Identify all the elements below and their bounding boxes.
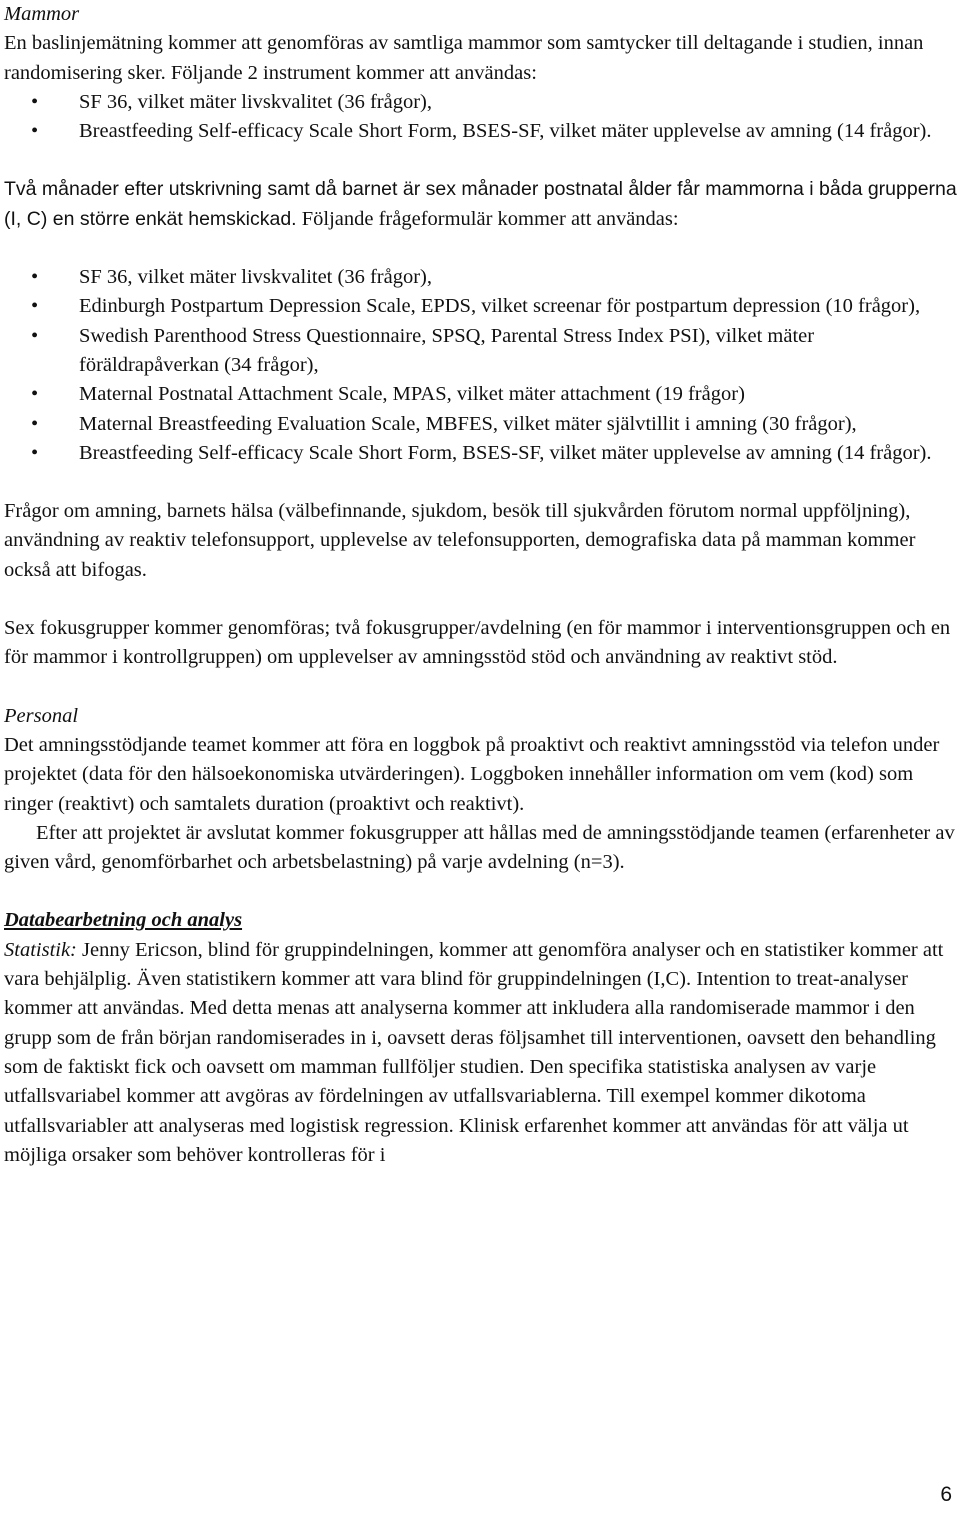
- bullet-icon: •: [31, 412, 39, 435]
- bullet-icon: •: [31, 295, 39, 318]
- spacer: [4, 146, 958, 175]
- list-item: • Edinburgh Postpartum Depression Scale, EPDS, vilket screenar för postpartum depression (10 frågor),: [4, 292, 958, 321]
- list-item: • Swedish Parenthood Stress Questionnaire, SPSQ, Parental Stress Index PSI), vilket mäter föräldrapåverkan (34 frågor),: [4, 322, 958, 381]
- followup-text-sans: Två månader efter utskrivning samt då barnet är sex månader postnatal ålder får mammorna i båda grupperna (I, C) en större enkät hemskickad.: [4, 178, 957, 230]
- list-item: • Maternal Breastfeeding Evaluation Scale, MBFES, vilket mäter självtillit i amning (30 frågor),: [4, 410, 958, 439]
- questions-paragraph: Frågor om amning, barnets hälsa (välbefinnande, sjukdom, besök till sjukvården förutom normal uppföljning), användning av reaktiv telefonsupport, upplevelse av telefonsupporten, demografiska data på mamman kommer också att bifogas.: [4, 500, 916, 581]
- followup-questionnaire-list: [4, 263, 958, 468]
- spacer: [4, 673, 958, 702]
- spacer: [4, 234, 958, 263]
- bullet-icon: •: [31, 383, 39, 406]
- mammor-intro-paragraph: En baslinjemätning kommer att genomföras av samtliga mammor som samtycker till deltagande i studien, innan randomisering sker. Följande 2 instrument kommer att användas:: [4, 32, 924, 84]
- statistics-text: Jenny Ericson, blind för gruppindelningen, kommer att genomföra analyser och en statistiker kommer att vara behjälplig. Även statistikern kommer att vara blind för gruppindelningen (I,C). Intention to treat-analyser kommer att användas. Med detta menas att analyserna kommer att inkludera alla randomiserade mammor i den grupp som de från början randomiserades in i, oavsett deras följsamhet till interventionen, oavsett den behandling som de faktiskt fick och oavsett om mamman fullföljer studien. Den specifika statistiska analysen av varje utfallsvariabel kommer att avgöras av fördelningen av utfallsvariablerna. Till exempel kommer dikotoma utfallsvariabler att analyseras med logistisk regression. Klinisk erfarenhet kommer att användas för att välja ut möjliga orsaker som behöver kontrolleras för i: [4, 938, 944, 1166]
- personal-logbook-paragraph: Det amningsstödjande teamet kommer att föra en loggbok på proaktivt och reaktivt amningsstöd via telefon under projektet (data för den hälsoekonomiska utvärderingen). Loggboken innehåller information om vem (kod) som ringer (reaktivt) och samtalets duration (proaktivt och reaktivt).: [4, 733, 940, 815]
- bullet-icon: •: [31, 120, 39, 143]
- spacer: [4, 468, 958, 497]
- section-heading-mammor: Mammor: [4, 3, 80, 25]
- list-item: • Breastfeeding Self-efficacy Scale Short Form, BSES-SF, vilket mäter upplevelse av amning (14 frågor).: [4, 439, 958, 468]
- list-item: • SF 36, vilket mäter livskvalitet (36 frågor),: [4, 263, 958, 292]
- bullet-icon: •: [31, 324, 39, 347]
- personal-focus-paragraph: Efter att projektet är avslutat kommer fokusgrupper att hållas med de amningsstödjande teamen (erfarenheter av given vård, genomförbarhet och arbetsbelastning) på varje avdelning (n=3).: [4, 821, 955, 874]
- focus-groups-paragraph: Sex fokusgrupper kommer genomföras; två fokusgrupper/avdelning (en för mammor i interventionsgruppen och en för mammor i kontrollgruppen) om upplevelser av amningsstöd stöd och användning av reaktivt stöd.: [4, 617, 951, 669]
- list-item: • Breastfeeding Self-efficacy Scale Short Form, BSES-SF, vilket mäter upplevelse av amning (14 frågor).: [4, 117, 958, 146]
- spacer: [4, 877, 958, 906]
- document-page: [4, 0, 958, 1170]
- page-number: 6: [940, 1483, 952, 1506]
- list-item: • Maternal Postnatal Attachment Scale, MPAS, vilket mäter attachment (19 frågor): [4, 380, 958, 409]
- bullet-icon: •: [31, 441, 39, 464]
- baseline-instrument-list: [4, 88, 958, 147]
- bullet-icon: •: [31, 90, 39, 113]
- section-heading-personal: Personal: [4, 704, 79, 727]
- statistics-paragraph: [4, 936, 958, 1170]
- bullet-icon: •: [31, 266, 39, 289]
- statistics-label: Statistik:: [4, 938, 77, 961]
- list-item: • SF 36, vilket mäter livskvalitet (36 frågor),: [4, 88, 958, 117]
- section-heading-analysis: Databearbetning och analys: [4, 909, 243, 932]
- followup-text-serif: Följande frågeformulär kommer att användas:: [296, 207, 679, 230]
- spacer: [4, 585, 958, 614]
- followup-paragraph: [4, 175, 958, 234]
